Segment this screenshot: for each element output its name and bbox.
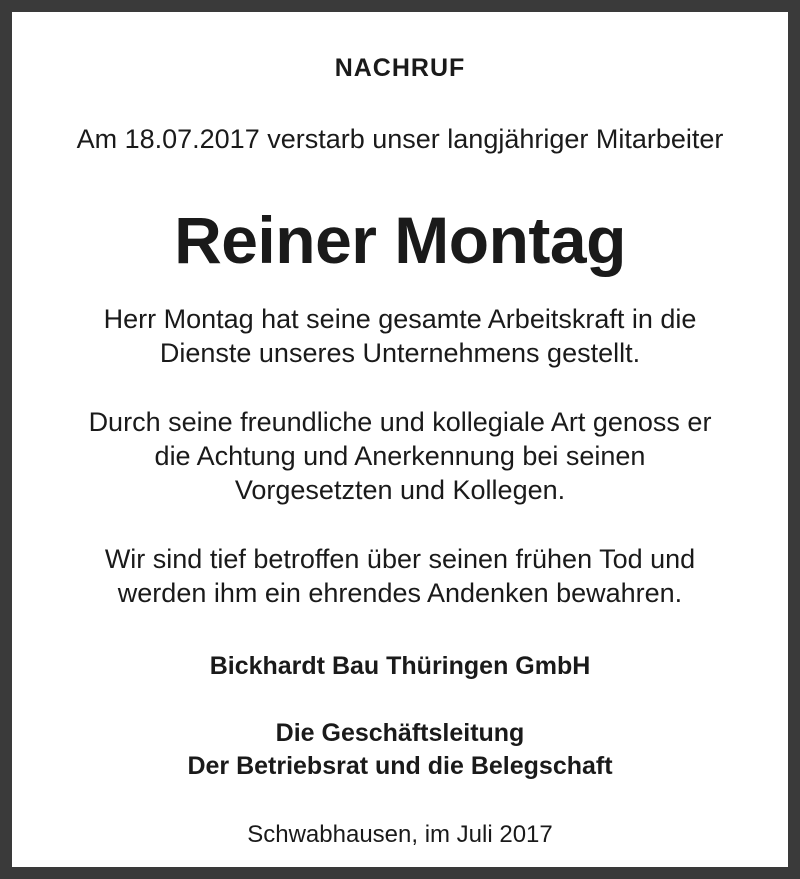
company-name: Bickhardt Bau Thüringen GmbH [209,652,591,680]
signatories [24,717,776,783]
paragraph-line: werden ihm ein ehrendes Andenken bewahren. [117,578,683,608]
paragraph-line: Wir sind tief betroffen über seinen frühen Tod und [104,544,696,574]
signatory-line: Die Geschäftsleitung [275,719,525,747]
paragraph-condolence [24,542,776,610]
obituary-heading: NACHRUF [334,54,466,82]
paragraph-line: Dienste unseres Unternehmens gestellt. [159,338,641,368]
paragraph-line: Herr Montag hat seine gesamte Arbeitskraft in die [103,304,697,334]
paragraph-line: Durch seine freundliche und kollegiale Art genoss er [88,407,712,437]
paragraph-line: die Achtung und Anerkennung bei seinen [154,441,646,471]
signatory-line: Der Betriebsrat und die Belegschaft [187,752,613,780]
deceased-name: Reiner Montag [174,203,626,277]
paragraph-character [24,405,776,507]
obituary-intro: Am 18.07.2017 verstarb unser langjähriger Mitarbeiter [76,124,724,154]
place-and-date: Schwabhausen, im Juli 2017 [247,821,553,848]
paragraph-line: Vorgesetzten und Kollegen. [234,475,566,505]
obituary-content [24,24,776,855]
paragraph-dedication [24,302,776,370]
